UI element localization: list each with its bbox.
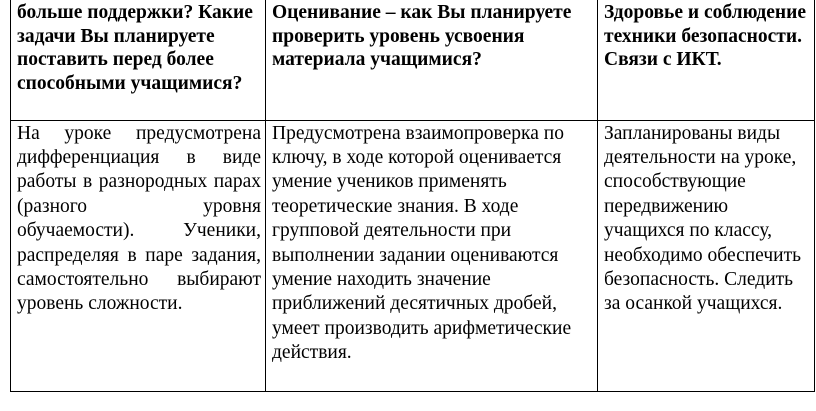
- cell-differentiation: На уроке предусмотрена дифференциация в виде работы в разнородных парах (разного уровня обучаемости). Ученики, распределяя в паре задания, самостоятельно выбирают уровень сложности.: [11, 120, 266, 391]
- cell-health-safety: Запланированы виды деятельности на уроке, способствующие передвижению учащихся по классу, необходимо обеспечить безопасность. Следить за осанкой учащихся.: [598, 120, 815, 391]
- lesson-plan-table: [10, 0, 815, 392]
- header-cell-health-safety: Здоровье и соблюдение техники безопасности. Связи с ИКТ.: [598, 0, 815, 120]
- header-cell-support: больше поддержки? Какие задачи Вы планируете поставить перед более способными учащимися?: [11, 0, 266, 120]
- header-cell-assessment: Оценивание – как Вы планируете проверить уровень усвоения материала учащимися?: [266, 0, 598, 120]
- table-row: [11, 120, 815, 391]
- table-header-row: [11, 0, 815, 120]
- cell-assessment: Предусмотрена взаимопроверка по ключу, в ходе которой оценивается умение учеников применять теоретические знания. В ходе групповой деятельности при выполнении задании оцениваются умение находить значение приближений десятичных дробей, умеет производить арифметические действия.: [266, 120, 598, 391]
